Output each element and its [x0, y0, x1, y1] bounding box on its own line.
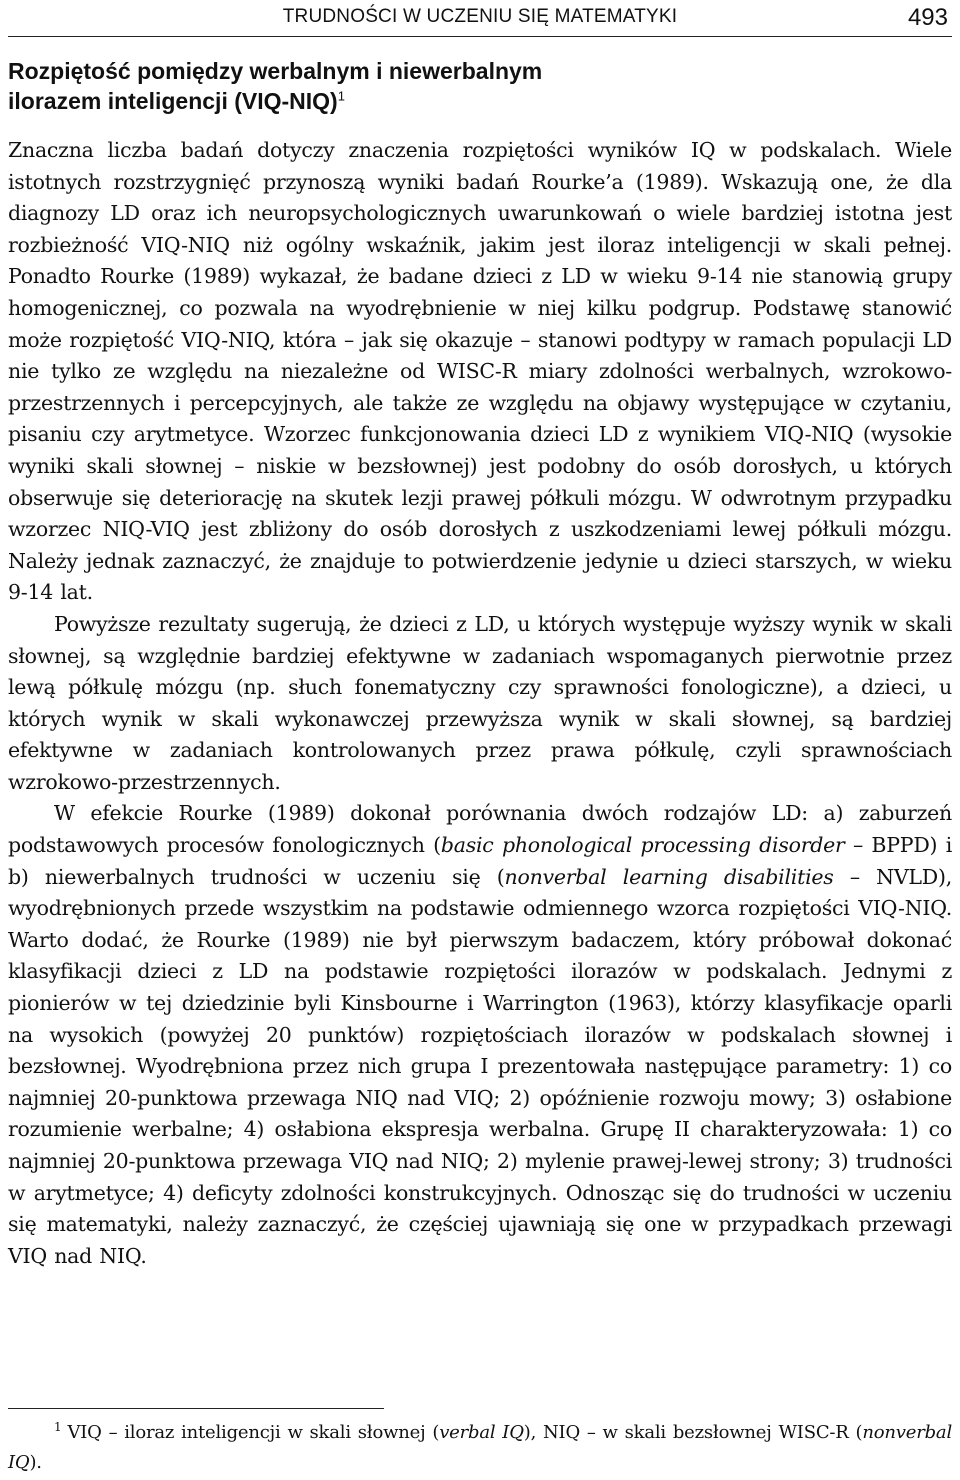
body-text	[8, 135, 952, 1272]
footnote	[8, 1418, 952, 1478]
footnote-text-a: VIQ – iloraz inteligencji w skali słownej (	[67, 1422, 440, 1443]
paragraph-2: Powyższe rezultaty sugerują, że dzieci z LD, u których występuje wyższy wynik w skali słownej, są względnie bardziej efektywne w zadaniach wspomaganych pierwotnie przez lewą półkulę mózgu (np. słuch fonematyczny czy sprawności fonologiczne), a dzieci, u których wynik w skali wykonawczej przewyższa wynik w skali słownej, są bardziej efektywne w zadaniach kontrolowanych przez prawa półkulę, czyli sprawnościach wzrokowo-przestrzennych.	[8, 611, 952, 794]
footnote-divider	[8, 1408, 384, 1409]
footnote-term-verbal-iq: verbal IQ	[439, 1422, 524, 1443]
page-number: 493	[907, 4, 948, 31]
paragraph-1: Znaczna liczba badań dotyczy znaczenia rozpiętości wyników IQ w podskalach. Wiele istotnych rozstrzygnięć przynoszą wyniki badań Rourke’a (1989). Wskazują one, że dla diagnozy LD oraz ich neuropsychologicznych uwarunkowań o wiele bardziej istotna jest rozbieżność VIQ-NIQ niż ogólny wskaźnik, jakim jest iloraz inteligencji w skali pełnej. Ponadto Rourke (1989) wykazał, że badane dzieci z LD w wieku 9-14 nie stanowią grupy homogenicznej, co pozwala na wyodrębnienie w niej kilku podgrup. Podstawę stanowić może rozpiętość VIQ-NIQ, która – jak się okazuje – stanowi podtypy w ramach populacji LD nie tylko ze względu na niezależne od WISC-R miary zdolności werbalnych, wzrokowo-przestrzennych i percepcyjnych, ale także ze względu na objawy występujące w czytaniu, pisaniu czy arytmetyce. Wzorzec funkcjonowania dzieci LD z wynikiem VIQ-NIQ (wysokie wyniki skali słownej – niskie w bezsłownej) jest podobny do osób dorosłych, u których obserwuje się deteriorację na skutek lezji prawej półkuli mózgu. W odwrotnym przypadku wzorzec NIQ-VIQ jest zbliżony do osób dorosłych z uszkodzeniami lewej półkuli mózgu. Należy jednak zaznaczyć, że znajduje to potwierdzenie jedynie u dzieci starszych, w wieku 9-14 lat.	[8, 138, 952, 605]
footnote-term-nonverbal-iq: nonverbal IQ	[8, 1422, 953, 1473]
running-title: TRUDNOŚCI W UCZENIU SIĘ MATEMATYKI	[282, 6, 678, 27]
paragraph-3-term-nvld: nonverbal learning disabilities	[504, 864, 834, 889]
footnote-marker: 1	[54, 1420, 62, 1434]
section-heading-line-2: ilorazem inteligencji (VIQ-NIQ)	[8, 88, 338, 114]
footnote-reference[interactable]: 1	[337, 88, 345, 104]
section-heading	[8, 56, 708, 116]
paragraph-3-text-a: W efekcie Rourke (1989) dokonał porównania dwóch rodzajów LD: a) zaburzeń podstawowych procesów fonologicznych (	[8, 801, 952, 858]
footnote-text-b: ), NIQ – w skali bezsłownej WISC-R (	[523, 1422, 863, 1443]
running-header	[8, 4, 952, 37]
section-heading-line-1: Rozpiętość pomiędzy werbalnym i niewerbalnym	[8, 58, 543, 84]
paragraph-3-text-c: – NVLD), wyodrębnionych przede wszystkim na podstawie odmiennego wzorca rozpiętości VIQ-NIQ. Warto dodać, że Rourke (1989) nie był pierwszym badaczem, który próbował dokonać klasyfikacji dzieci z LD na podstawie rozpiętości ilorazów w podskalach. Jednymi z pionierów w tej dziedzinie byli Kinsbourne i Warrington (1963), którzy klasyfikacje oparli na wysokich (powyżej 20 punktów) rozpiętościach ilorazów w podskalach słownej i bezsłownej. Wyodrębniona przez nich grupa I prezentowała następujące parametry: 1) co najmniej 20-punktowa przewaga NIQ nad VIQ; 2) opóźnienie rozwoju mowy; 3) osłabione rozumienie werbalne; 4) osłabiona ekspresja werbalna. Grupę II charakteryzowała: 1) co najmniej 20-punktowa przewaga VIQ nad NIQ; 2) mylenie prawej-lewej strony; 3) trudności w arytmetyce; 4) deficyty zdolności konstrukcyjnych. Odnosząc się do trudności w uczeniu się matematyki, należy zaznaczyć, że częściej ujawniają się one w przypadkach przewagi VIQ nad NIQ.	[8, 864, 952, 1268]
paragraph-3	[8, 798, 952, 1272]
paragraph-3-term-bppd: basic phonological processing disorder	[440, 833, 845, 858]
paragraph-3-text-b: – BPPD) i b) niewerbalnych trudności w uczeniu się (	[8, 833, 952, 889]
footnote-text-c: ).	[29, 1452, 42, 1473]
